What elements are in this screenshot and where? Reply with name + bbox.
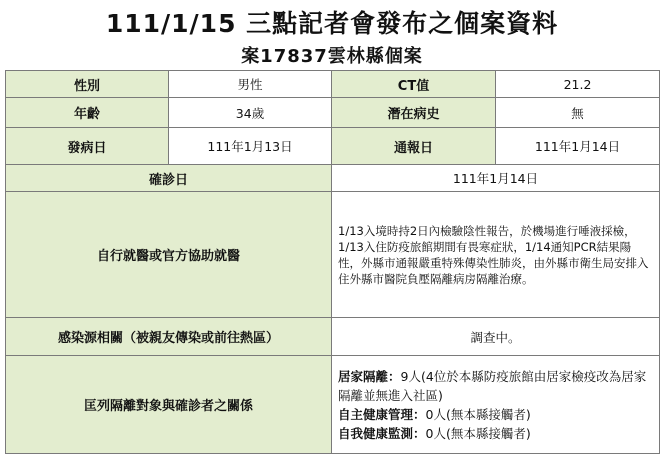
age-value: 34歲 [169,98,332,128]
confirm-value: 111年1月14日 [332,165,660,192]
contacts-label: 匡列隔離對象與確診者之關係 [6,356,332,454]
case-table [5,70,660,454]
gender-label: 性別 [6,71,169,98]
self-management-line [338,405,653,424]
page-subtitle: 案17837雲林縣個案 [241,46,423,67]
source-label: 感染源相關（被親友傳染或前往熱區） [6,318,332,356]
table-row [6,165,660,192]
source-value: 調查中。 [332,318,660,356]
table-row [6,192,660,318]
home-isolation-line [338,367,653,405]
gender-value: 男性 [169,71,332,98]
report-value: 111年1月14日 [496,128,660,165]
table-row [6,318,660,356]
home-isolation-value: 9人(4位於本縣防疫旅館由居家檢疫改為居家隔離並無進入社區) [338,368,647,403]
onset-value: 111年1月13日 [169,128,332,165]
ct-value: 21.2 [496,71,660,98]
disease-label: 潛在病史 [332,98,496,128]
self-management-label: 自主健康管理： [338,406,426,422]
page-title: 111/1/15 三點記者會發布之個案資料 [105,9,559,38]
ct-label: CT值 [332,71,496,98]
medical-label: 自行就醫或官方協助就醫 [6,192,332,318]
table-row [6,71,660,98]
confirm-label: 確診日 [6,165,332,192]
self-management-value: 0人(無本縣接觸者) [425,406,531,422]
disease-value: 無 [496,98,660,128]
medical-value: 1/13入境時持2日內檢驗陰性報告，於機場進行唾液採檢，1/13入住防疫旅館期間有畏寒症狀，1/14通知PCR結果陽性，外縣市通報嚴重特殊傳染性肺炎，由外縣市衛生局安排入住外縣市醫院負壓隔離病房隔離治療。 [332,192,660,318]
onset-label: 發病日 [6,128,169,165]
report-label: 通報日 [332,128,496,165]
home-isolation-label: 居家隔離： [338,368,401,384]
self-monitoring-label: 自我健康監測： [338,425,426,441]
self-monitoring-value: 0人(無本縣接觸者) [425,425,531,441]
contacts-value [332,356,660,454]
table-row [6,98,660,128]
age-label: 年齡 [6,98,169,128]
table-row [6,128,660,165]
self-monitoring-line [338,424,653,443]
table-row [6,356,660,454]
